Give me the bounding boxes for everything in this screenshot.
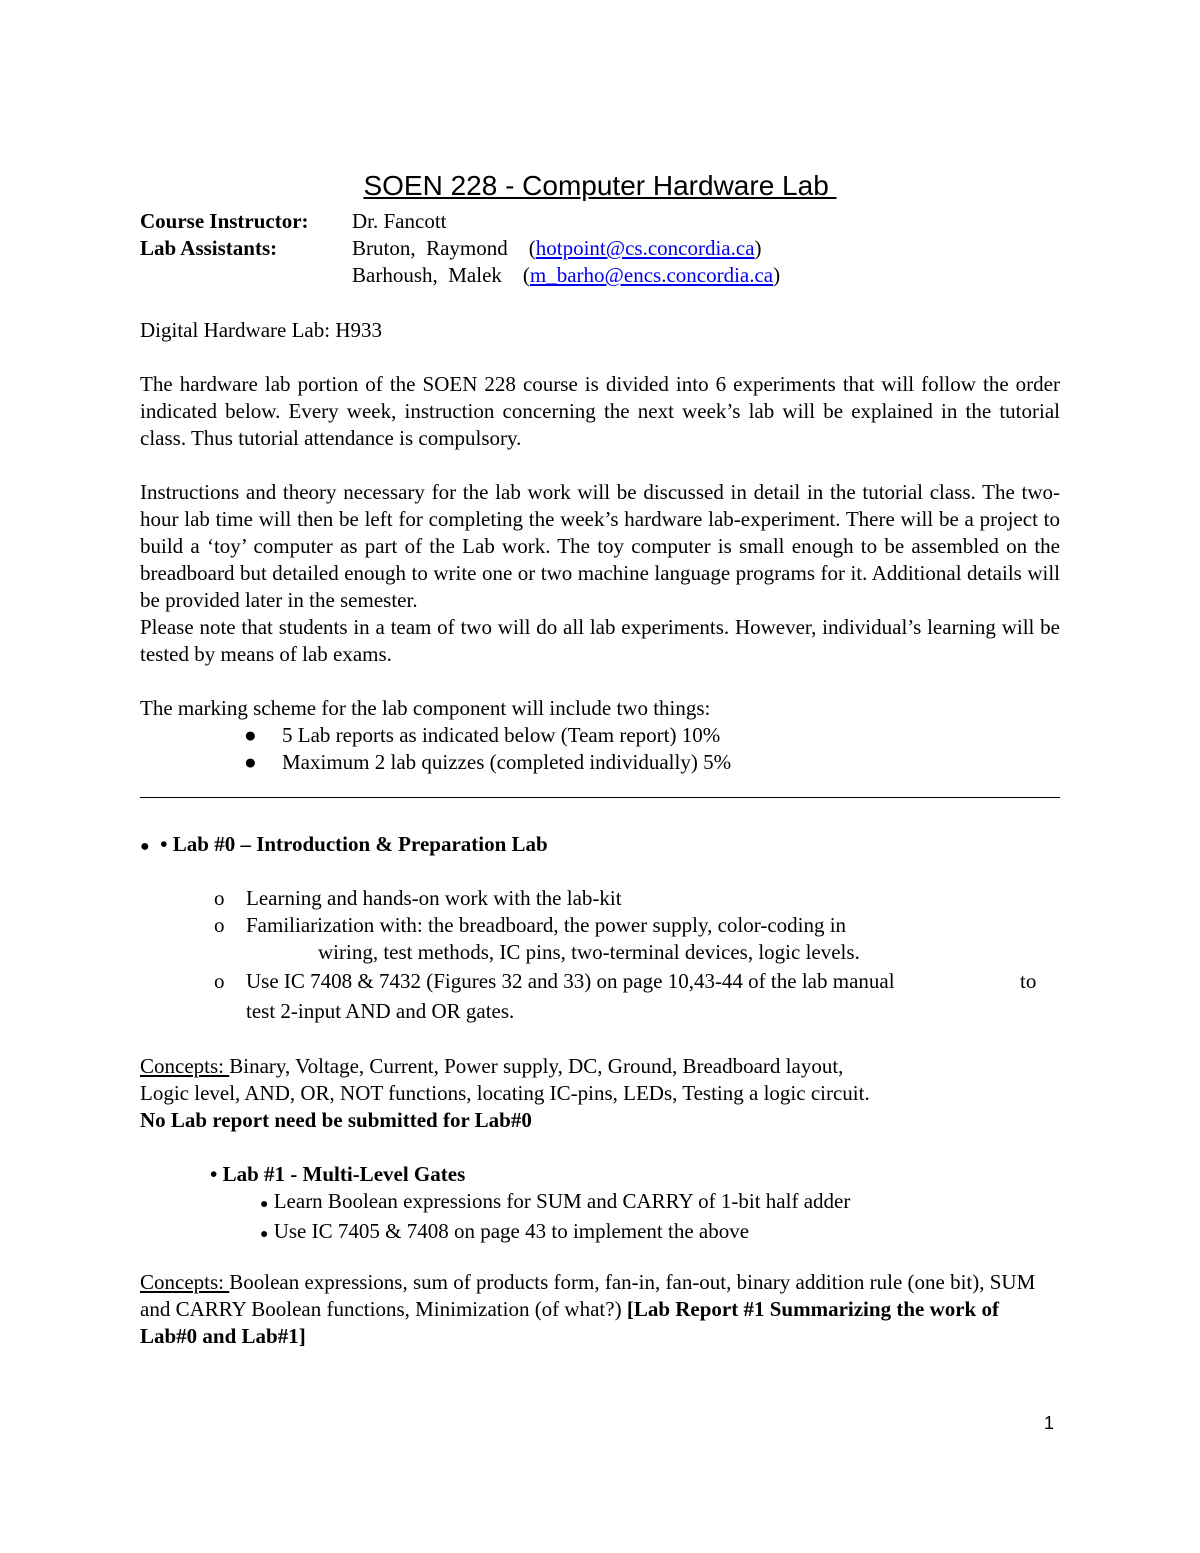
lab-room: Digital Hardware Lab: H933	[140, 318, 383, 342]
marking-list	[140, 722, 1060, 776]
bullet-icon: ●	[244, 723, 257, 747]
marking-item: ● Maximum 2 lab quizzes (completed individually) 5%	[244, 750, 732, 774]
lab1-report: [Lab Report #1 Summarizing the work of Lab#0 and Lab#1]	[140, 1297, 999, 1348]
intro-paragraph: The hardware lab portion of the SOEN 228 course is divided into 6 experiments that will follow the order indicated below. Every week, instruction concerning the next week’s lab will be explained in the tutorial class. Thus tutorial attendance is compulsory.	[140, 372, 1060, 450]
page-title: SOEN 228 - Computer Hardware Lab	[363, 170, 837, 201]
assistant-1-close: )	[754, 236, 762, 260]
concepts-label: Concepts:	[140, 1270, 230, 1294]
horizontal-rule	[140, 797, 1060, 798]
list-item: o Learning and hands-on work with the lab-kit	[214, 886, 622, 910]
team-paragraph: Please note that students in a team of two will do all lab experiments. However, individual’s learning will be tested by means of lab exams.	[140, 615, 1060, 666]
lab1-items	[140, 1188, 1060, 1248]
course-info	[140, 208, 1060, 289]
assistant-2-email-link[interactable]: m_barho@encs.concordia.ca	[529, 263, 774, 287]
lab1-concepts: Concepts: Boolean expressions, sum of products form, fan-in, fan-out, binary addition rule (one bit), SUM and CARRY Boolean functions, Minimization (of what?) [Lab Report #1 Summarizing the work of Lab#0 and Lab#1]	[140, 1270, 1036, 1348]
list-item: ● Learn Boolean expressions for SUM and CARRY of 1-bit half adder	[260, 1189, 851, 1213]
assistant-2-close: )	[773, 263, 781, 287]
assistant-row-2	[140, 262, 1060, 289]
bullet-icon: ●	[140, 838, 150, 855]
marking-item: ● 5 Lab reports as indicated below (Team report) 10%	[244, 723, 721, 747]
list-item-continued: wiring, test methods, IC pins, two-terminal devices, logic levels.	[318, 940, 860, 964]
instructor-label: Course Instructor:	[140, 209, 309, 233]
circle-bullet-icon: o	[214, 913, 225, 937]
lab0-concepts: Concepts: Binary, Voltage, Current, Power supply, DC, Ground, Breadboard layout, Logic level, AND, OR, NOT functions, locating IC-pins, LEDs, Testing a logic circuit. No Lab report need be submitted for Lab#0	[140, 1054, 870, 1132]
bullet-icon: ●	[260, 1197, 269, 1212]
assistant-1	[352, 235, 762, 262]
circle-bullet-icon: o	[214, 969, 225, 993]
assistant-row-1	[140, 235, 1060, 262]
lab0-heading: ● • Lab #0 – Introduction & Preparation Lab	[140, 832, 548, 856]
lab0-note: No Lab report need be submitted for Lab#0	[140, 1108, 532, 1132]
assistant-1-name: Bruton, Raymond (	[352, 236, 536, 260]
lab1-heading: • Lab #1 - Multi-Level Gates	[210, 1162, 466, 1186]
assistant-2-name: Barhoush, Malek (	[352, 263, 530, 287]
instructor-row	[140, 208, 1060, 235]
marking-intro: The marking scheme for the lab component will include two things:	[140, 696, 711, 720]
instructions-paragraph: Instructions and theory necessary for the lab work will be discussed in detail in the tutorial class. The two-hour lab time will then be left for completing the week’s hardware lab-experiment. There will be a project to build a ‘toy’ computer as part of the Lab work. The toy computer is small enough to be assembled on the breadboard but detailed enough to write one or two machine language programs for it. Additional details will be provided later in the semester.	[140, 480, 1060, 612]
bullet-icon: ●	[244, 750, 257, 774]
list-item-continued: test 2-input AND and OR gates.	[246, 999, 515, 1023]
assistant-2	[352, 262, 780, 289]
instructor-value: Dr. Fancott	[352, 209, 447, 233]
list-item: ● Use IC 7405 & 7408 on page 43 to implement the above	[260, 1219, 750, 1243]
circle-bullet-icon: o	[214, 886, 225, 910]
assistants-label-spacer	[140, 262, 352, 289]
concepts-label: Concepts:	[140, 1054, 230, 1078]
list-item: o Familiarization with: the breadboard, the power supply, color-coding in	[214, 913, 847, 937]
list-item: o Use IC 7408 & 7432 (Figures 32 and 33) on page 10,43-44 of the lab manual to	[214, 969, 1037, 993]
bullet-icon: ●	[260, 1227, 269, 1242]
page-number: 1	[1044, 1413, 1055, 1433]
assistant-1-email-link[interactable]: hotpoint@cs.concordia.ca	[535, 236, 755, 260]
lab0-items	[140, 885, 1060, 1025]
assistants-label: Lab Assistants:	[140, 236, 278, 260]
